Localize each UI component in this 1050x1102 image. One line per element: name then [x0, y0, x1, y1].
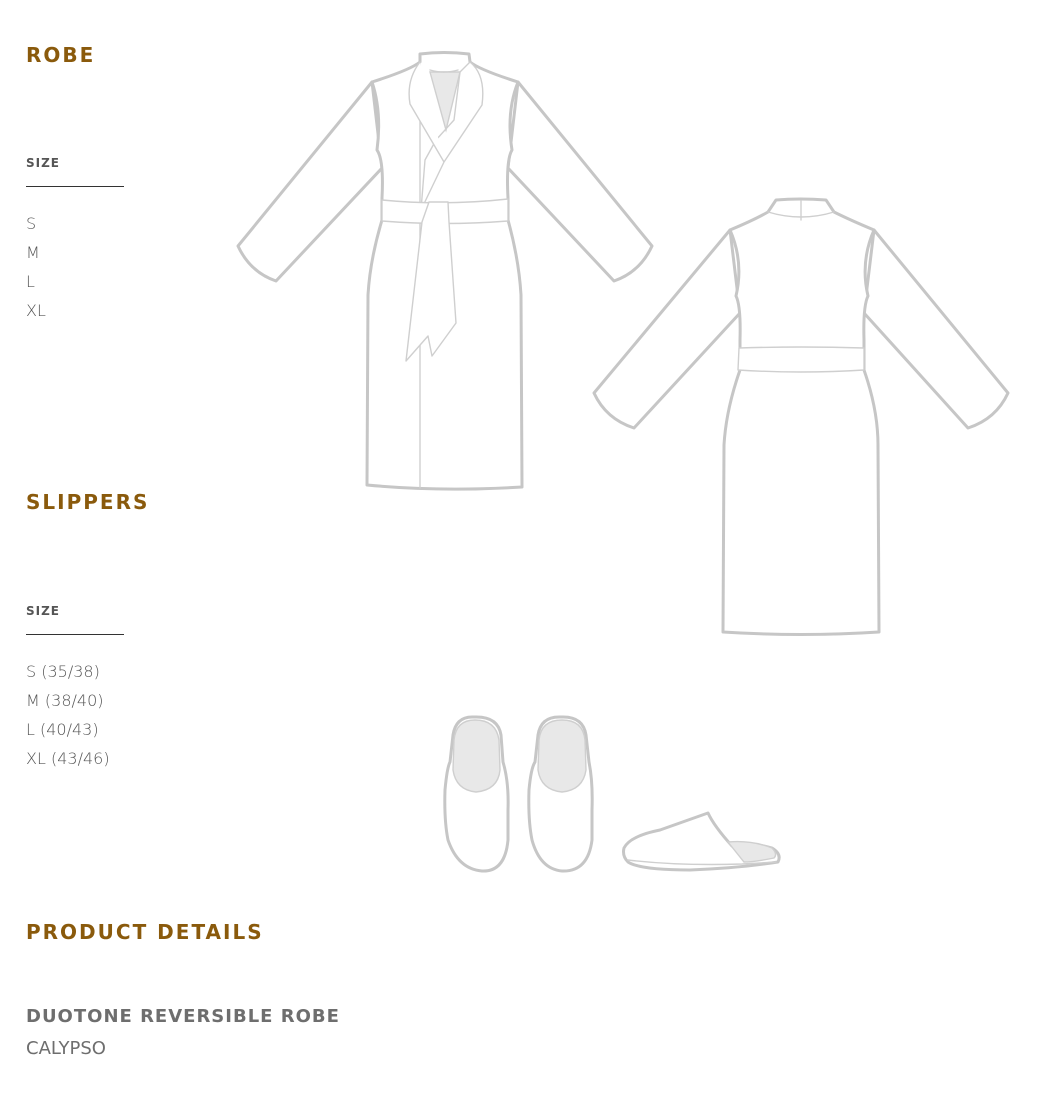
- robe-size-label: SIZE: [26, 156, 61, 170]
- robe-size-l: L: [26, 272, 35, 291]
- slippers-top-illustration: [445, 717, 592, 871]
- slippers-size-xl: XL (43/46): [26, 749, 110, 768]
- robe-heading: ROBE: [26, 43, 96, 67]
- slippers-heading: SLIPPERS: [26, 490, 150, 514]
- slippers-size-s: S (35/38): [26, 662, 100, 681]
- robe-back-illustration: [594, 199, 1008, 635]
- product-details-heading: PRODUCT DETAILS: [26, 920, 264, 944]
- slippers-size-m: M (38/40): [26, 691, 104, 710]
- robe-size-xl: XL: [26, 301, 46, 320]
- robe-size-m: M: [26, 243, 40, 262]
- slippers-size-l: L (40/43): [26, 720, 99, 739]
- slippers-size-label: SIZE: [26, 604, 61, 618]
- robe-front-illustration: [238, 53, 652, 490]
- slipper-side-illustration: [624, 813, 780, 870]
- robe-size-s: S: [26, 214, 37, 233]
- product-name: DUOTONE REVERSIBLE ROBE: [26, 1006, 340, 1027]
- product-color: CALYPSO: [26, 1038, 106, 1059]
